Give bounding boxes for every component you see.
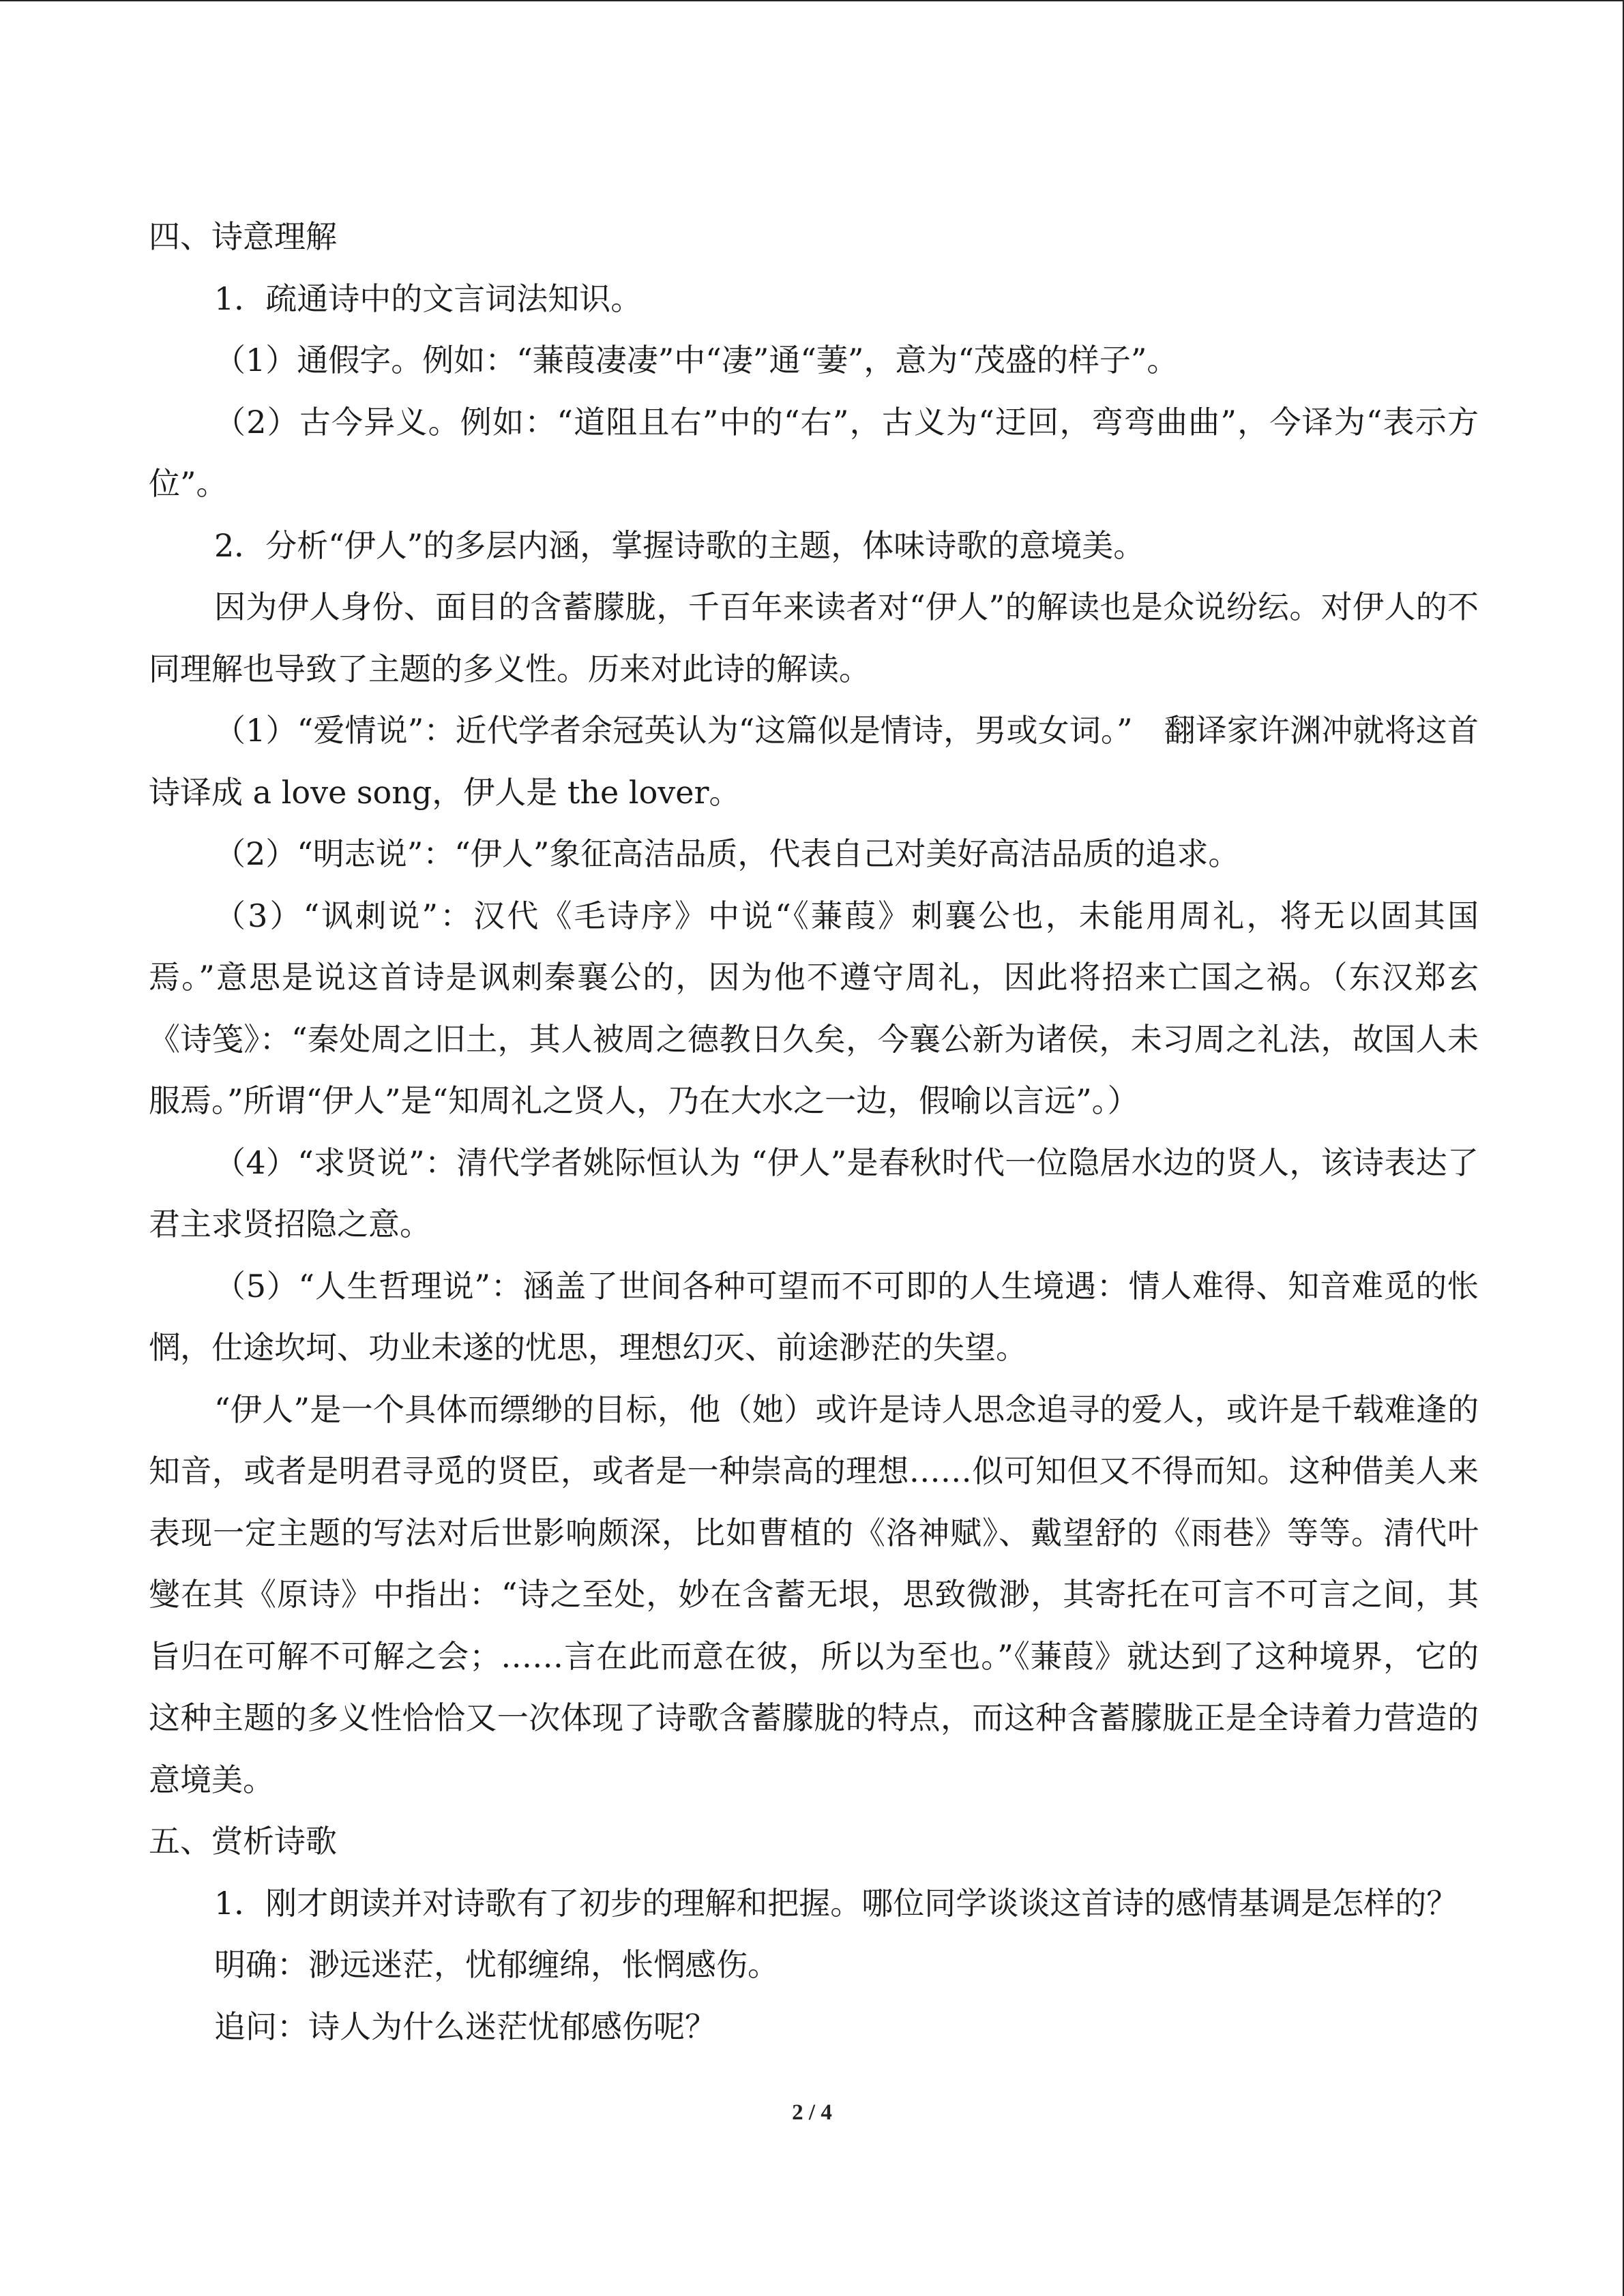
item-ancient-modern-meaning: （2）古今异义。例如：“道阻且右”中的“右”，古义为“迂回，弯弯曲曲”，今译为“表示方位”。 xyxy=(149,403,1479,502)
followup-question: 追问：诗人为什么迷茫忧郁感伤呢？ xyxy=(214,2008,716,2045)
answer-emotional-tone: 明确：渺远迷茫，忧郁缠绵，怅惘感伤。 xyxy=(214,1946,779,1983)
item-analyze-yiren: 2．分析“伊人”的多层内涵，掌握诗歌的主题，体味诗歌的意境美。 xyxy=(214,526,1145,564)
question-emotional-tone: 1．刚才朗读并对诗歌有了初步的理解和把握。哪位同学谈谈这首诗的感情基调是怎样的？ xyxy=(214,1884,1458,1922)
theory-life-philosophy: （5）“人生哲理说”：涵盖了世间各种可望而不可即的人生境遇：情人难得、知音难觅的怅惘，仕途坎坷、功业未遂的忧思，理想幻灭、前途渺茫的失望。 xyxy=(149,1267,1479,1366)
document-body xyxy=(149,206,1479,2057)
item-interchangeable-characters: （1）通假字。例如：“蒹葭凄凄”中“凄”通“萋”，意为“茂盛的样子”。 xyxy=(214,342,1179,378)
theory-love: （1）“爱情说”：近代学者余冠英认为“这篇似是情诗，男或女词。” 翻译家许渊冲就将这首诗译成 a love song，伊人是 the lover。 xyxy=(149,712,1479,811)
section-heading-poem-meaning: 四、诗意理解 xyxy=(149,218,337,255)
theory-satire: （3）“讽刺说”：汉代《毛诗序》中说“《蒹葭》刺襄公也，未能用周礼，将无以固其国焉。”意思是说这首诗是讽刺秦襄公的，因为他不遵守周礼，因此将招来亡国之祸。（东汉郑玄《诗笺》：“秦处周之旧土，其人被周之德教日久矣，今襄公新为诸侯，未习周之礼法，故国人未服焉。”所谓“伊人”是“知周礼之贤人，乃在大水之一边，假喻以言远”。） xyxy=(149,897,1479,1119)
paragraph-summary: “伊人”是一个具体而缥缈的目标，他（她）或许是诗人思念追寻的爱人，或许是千载难逢的知音，或者是明君寻觅的贤臣，或者是一种崇高的理想……似可知但又不得而知。这种借美人来表现一定主题的写法对后世影响颇深，比如曹植的《洛神赋》、戴望舒的《雨巷》等等。清代叶燮在其《原诗》中指出：“诗之至处，妙在含蓄无垠，思致微渺，其寄托在可言不可言之间，其旨归在可解不可解之会；……言在此而意在彼，所以为至也。”《蒹葭》就达到了这种境界，它的这种主题的多义性恰恰又一次体现了诗歌含蓄朦胧的特点，而这种含蓄朦胧正是全诗着力营造的意境美。 xyxy=(149,1390,1479,1798)
item-classical-grammar: 1．疏通诗中的文言词法知识。 xyxy=(214,280,643,317)
paragraph-yiren-interpretations: 因为伊人身份、面目的含蓄朦胧，千百年来读者对“伊人”的解读也是众说纷纭。对伊人的不同理解也导致了主题的多义性。历来对此诗的解读。 xyxy=(149,588,1479,687)
theory-aspiration: （2）“明志说”：“伊人”象征高洁品质，代表自己对美好高洁品质的追求。 xyxy=(214,835,1240,872)
theory-seeking-talent: （4）“求贤说”：清代学者姚际恒认为 “伊人”是春秋时代一位隐居水边的贤人，该诗表达了君主求贤招隐之意。 xyxy=(149,1144,1479,1242)
page-number: 2 / 4 xyxy=(792,2100,832,2125)
section-heading-appreciation: 五、赏析诗歌 xyxy=(149,1823,337,1860)
